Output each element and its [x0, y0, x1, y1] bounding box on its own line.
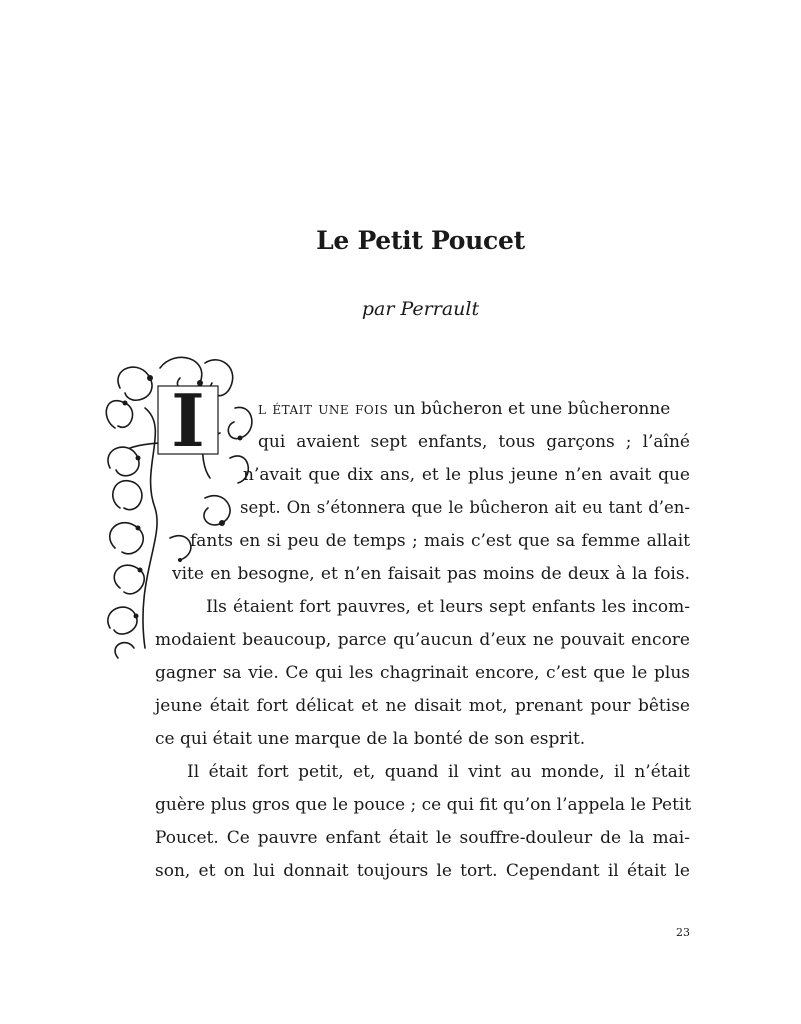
page-number: 23: [676, 926, 690, 939]
text-line-13: guère plus gros que le pouce ; ce qui fit qu’on l’appela le Petit: [155, 795, 692, 815]
text-line-5: fants en si peu de temps ; mais c’est que sa femme allait: [190, 531, 690, 551]
first-line-smallcaps: l était une fois: [258, 399, 389, 419]
text-line-11: ce qui était une marque de la bonté de son esprit.: [155, 729, 586, 749]
text-line-9: gagner sa vie. Ce qui les chagrinait encore, c’est que le plus: [155, 663, 690, 683]
text-line-10: jeune était fort délicat et ne disait mot, prenant pour bêtise: [155, 696, 690, 716]
text-line-12: Il était fort petit, et, quand il vint au monde, il n’était: [187, 762, 690, 782]
text-line-4: sept. On s’étonnera que le bûcheron ait eu tant d’en-: [240, 498, 690, 517]
text-line-2: qui avaient sept enfants, tous garçons ; l’aîné: [258, 432, 690, 452]
text-line-3: n’avait que dix ans, et le plus jeune n’en avait que: [243, 465, 690, 485]
text-line-14: Poucet. Ce pauvre enfant était le souffre-douleur de la mai-: [155, 828, 690, 848]
text-line-8: modaient beaucoup, parce qu’aucun d’eux ne pouvait encore: [155, 630, 690, 650]
chapter-title: Le Petit Poucet: [316, 226, 525, 255]
text-line-1: l était une fois un bûcheron et une bûcheronne: [258, 399, 671, 419]
ornamental-dropcap-illustration: [100, 348, 258, 670]
dropcap-letter: I: [171, 378, 205, 463]
text-line-15: son, et on lui donnait toujours le tort. Cependant il était le: [155, 861, 690, 881]
text-line-7: Ils étaient fort pauvres, et leurs sept enfants les incom-: [206, 597, 690, 617]
chapter-author: par Perrault: [361, 298, 480, 320]
text-line-6: vite en besogne, et n’en faisait pas moins de deux à la fois.: [172, 564, 690, 584]
